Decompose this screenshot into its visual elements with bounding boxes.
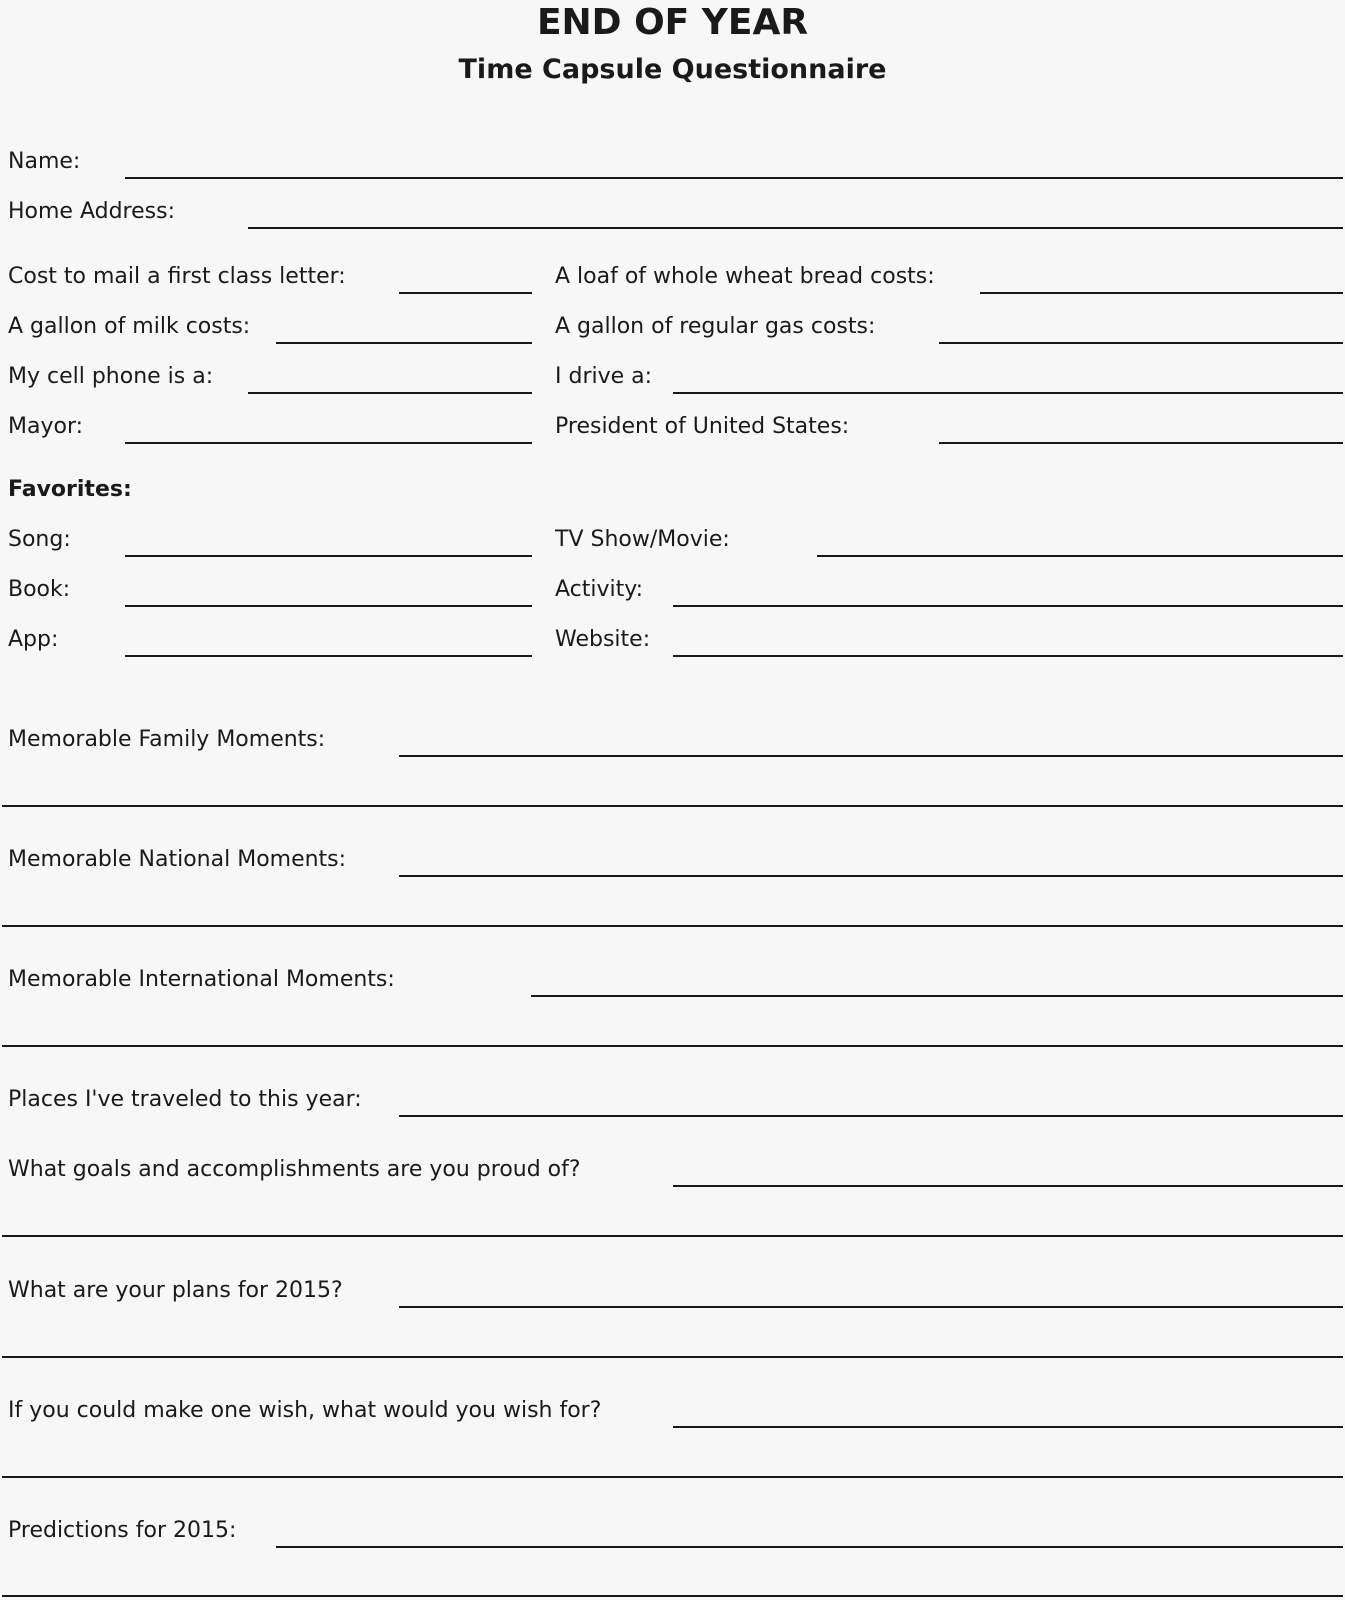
gas-cost-field[interactable] — [939, 342, 1343, 344]
first-class-letter-field[interactable] — [399, 292, 532, 294]
national-moments-label: Memorable National Moments: — [8, 847, 347, 872]
president-label: President of United States: — [555, 414, 850, 439]
plans-field-line-2[interactable] — [2, 1356, 1343, 1358]
book-label: Book: — [8, 577, 71, 602]
travel-label: Places I've traveled to this year: — [8, 1087, 362, 1112]
travel-field[interactable] — [399, 1115, 1343, 1117]
cell-phone-label: My cell phone is a: — [8, 364, 214, 389]
first-class-letter-label: Cost to mail a first class letter: — [8, 264, 346, 289]
milk-cost-field[interactable] — [276, 342, 532, 344]
activity-label: Activity: — [555, 577, 644, 602]
plans-field[interactable] — [399, 1306, 1343, 1308]
milk-cost-label: A gallon of milk costs: — [8, 314, 251, 339]
national-moments-field[interactable] — [399, 875, 1343, 877]
page-title: END OF YEAR — [536, 2, 809, 43]
tv-movie-field[interactable] — [817, 555, 1343, 557]
mayor-label: Mayor: — [8, 414, 84, 439]
family-moments-field-line-2[interactable] — [2, 805, 1343, 807]
book-field[interactable] — [125, 605, 532, 607]
bread-cost-label: A loaf of whole wheat bread costs: — [555, 264, 935, 289]
app-label: App: — [8, 627, 59, 652]
page-subtitle: Time Capsule Questionnaire — [458, 54, 887, 85]
family-moments-field[interactable] — [399, 755, 1343, 757]
goals-field-line-2[interactable] — [2, 1235, 1343, 1237]
predictions-field-line-2[interactable] — [2, 1595, 1343, 1597]
home-address-field[interactable] — [248, 227, 1343, 229]
goals-field[interactable] — [673, 1185, 1343, 1187]
tv-movie-label: TV Show/Movie: — [555, 527, 730, 552]
international-moments-field-line-2[interactable] — [2, 1045, 1343, 1047]
wish-field[interactable] — [673, 1426, 1343, 1428]
goals-label: What goals and accomplishments are you proud of? — [8, 1157, 581, 1182]
gas-cost-label: A gallon of regular gas costs: — [555, 314, 876, 339]
app-field[interactable] — [125, 655, 532, 657]
predictions-label: Predictions for 2015: — [8, 1518, 237, 1543]
drive-field[interactable] — [673, 392, 1343, 394]
activity-field[interactable] — [673, 605, 1343, 607]
name-label: Name: — [8, 149, 81, 174]
website-field[interactable] — [673, 655, 1343, 657]
song-field[interactable] — [125, 555, 532, 557]
website-label: Website: — [555, 627, 651, 652]
wish-label: If you could make one wish, what would you wish for? — [8, 1398, 602, 1423]
name-field[interactable] — [125, 177, 1343, 179]
president-field[interactable] — [939, 442, 1343, 444]
predictions-field[interactable] — [276, 1546, 1343, 1548]
song-label: Song: — [8, 527, 71, 552]
drive-label: I drive a: — [555, 364, 653, 389]
international-moments-label: Memorable International Moments: — [8, 967, 395, 992]
favorites-heading: Favorites: — [8, 477, 132, 502]
cell-phone-field[interactable] — [248, 392, 532, 394]
mayor-field[interactable] — [125, 442, 532, 444]
national-moments-field-line-2[interactable] — [2, 925, 1343, 927]
family-moments-label: Memorable Family Moments: — [8, 727, 326, 752]
international-moments-field[interactable] — [531, 995, 1343, 997]
plans-label: What are your plans for 2015? — [8, 1278, 343, 1303]
home-address-label: Home Address: — [8, 199, 175, 224]
wish-field-line-2[interactable] — [2, 1476, 1343, 1478]
bread-cost-field[interactable] — [980, 292, 1343, 294]
